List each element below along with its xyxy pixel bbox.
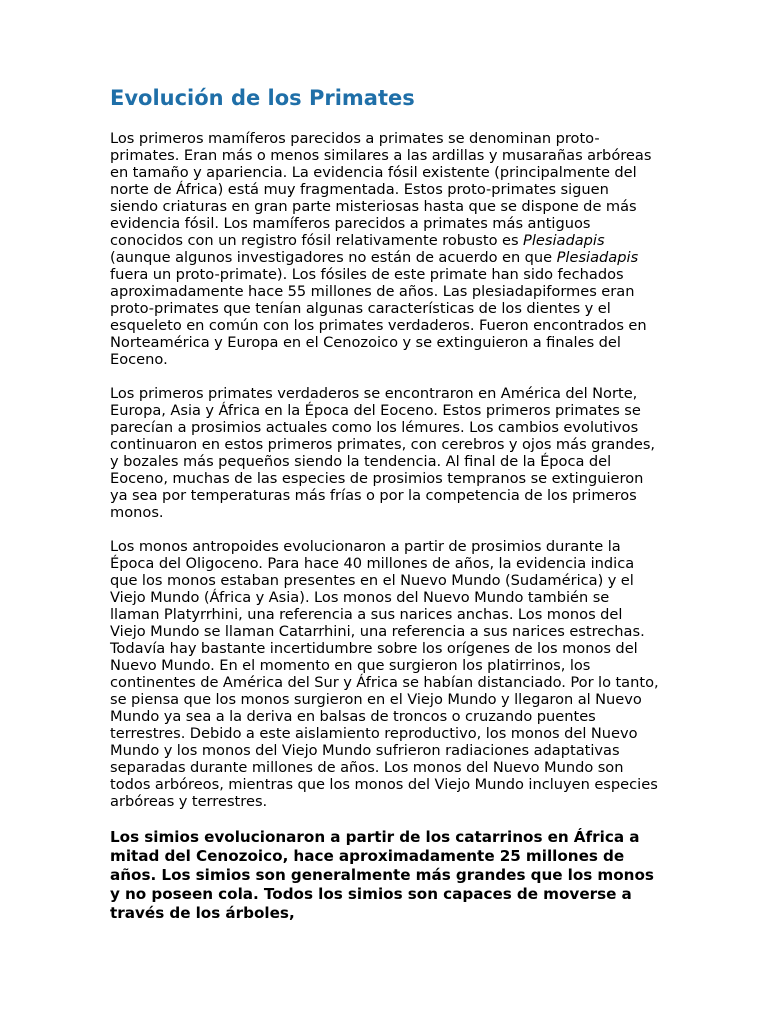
paragraph-text: fuera un proto-primate). Los fósiles de este primate han sido fechados aproximadamente hace 55 millones de años. Las plesiadapiformes eran proto-primates que tenían algunas características de los dientes y el esqueleto en común con los primates verdaderos. Fueron encontrados en Norteamérica y Europa en el Cenozoico y se extinguieron a finales del Eoceno. (110, 266, 647, 368)
paragraph-apes: Los simios evolucionaron a partir de los catarrinos en África a mitad del Cenozoico, hace aproximadamente 25 millones de años. Los simios son generalmente más grandes que los monos y no poseen cola. Todos los simios son capaces de moverse a través de los árboles, (110, 828, 654, 922)
paragraph-anthropoid-monkeys: Los monos antropoides evolucionaron a partir de prosimios durante la Época del Oligoceno. Para hace 40 millones de años, la evidencia indica que los monos estaban presentes en el Nuevo Mundo (Sudamérica) y el Viejo Mundo (África y Asia). Los monos del Nuevo Mundo también se llaman Platyrrhini, una referencia a sus narices anchas. Los monos del Viejo Mundo se llaman Catarrhini, una referencia a sus narices estrechas. Todavía hay bastante incertidumbre sobre los orígenes de los monos del Nuevo Mundo. En el momento en que surgieron los platirrinos, los continentes de América del Sur y África se habían distanciado. Por lo tanto, se piensa que los monos surgieron en el Viejo Mundo y llegaron al Nuevo Mundo ya sea a la deriva en balsas de troncos o cruzando puentes terrestres. Debido a este aislamiento reproductivo, los monos del Nuevo Mundo y los monos del Viejo Mundo sufrieron radiaciones adaptativas separadas durante millones de años. Los monos del Nuevo Mundo son todos arbóreos, mientras que los monos del Viejo Mundo incluyen especies arbóreas y terrestres. (110, 538, 659, 810)
italic-term: Plesiadapis (556, 249, 639, 266)
italic-term: Plesiadapis (523, 232, 605, 249)
paragraph-text: Los primeros mamíferos parecidos a primates se denominan proto-primates. Eran más o menos similares a las ardillas y musarañas arbóreas en tamaño y apariencia. La evidencia fósil existente (principalmente del norte de África) está muy fragmentada. Estos proto-primates siguen siendo criaturas en gran parte misteriosas hasta que se dispone de más evidencia fósil. Los mamíferos parecidos a primates más antiguos conocidos con un registro fósil relativamente robusto es (110, 130, 652, 249)
paragraph-text: (aunque algunos investigadores no están de acuerdo en que (110, 249, 557, 266)
page-title: Evolución de los Primates (110, 86, 415, 110)
paragraph-proto-primates (110, 130, 660, 368)
document-page (110, 84, 660, 940)
paragraph-true-primates: Los primeros primates verdaderos se encontraron en América del Norte, Europa, Asia y África en la Época del Eoceno. Estos primeros primates se parecían a prosimios actuales como los lémures. Los cambios evolutivos continuaron en estos primeros primates, con cerebros y ojos más grandes, y bozales más pequeños siendo la tendencia. Al final de la Época del Eoceno, muchas de las especies de prosimios tempranos se extinguieron ya sea por temperaturas más frías o por la competencia de los primeros monos. (110, 385, 656, 521)
